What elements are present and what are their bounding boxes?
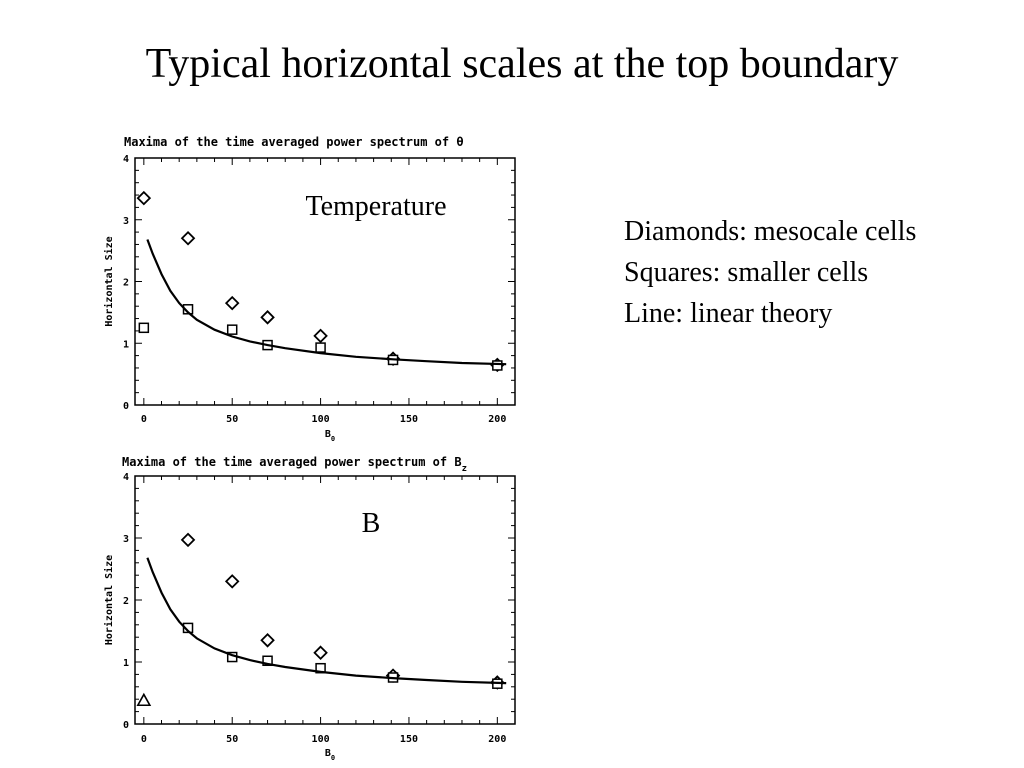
- y-axis-label: Horizontal Size: [104, 236, 115, 327]
- diamond-point: [262, 634, 274, 646]
- x-tick-label: 100: [311, 734, 330, 745]
- y-tick-label: 1: [122, 658, 129, 669]
- legend-line: Line: linear theory: [624, 298, 833, 329]
- x-axis-label-subscript: 0: [330, 435, 336, 443]
- x-tick-label: 100: [311, 414, 330, 425]
- plot-frame: [135, 476, 515, 724]
- x-tick-label: 50: [226, 734, 239, 745]
- x-axis-label: $B_0$: [324, 429, 336, 443]
- x-tick-label: 150: [399, 414, 418, 425]
- x-tick-label: 0: [140, 734, 147, 745]
- y-axis-label: Horizontal Size: [104, 554, 115, 646]
- chart-title: Maxima of the time averaged power spectrum of θ: [124, 135, 464, 149]
- triangle-point: [138, 694, 150, 705]
- chart-annotation: B: [361, 508, 381, 539]
- x-axis-label: $B_0$: [324, 748, 336, 762]
- theory-line: [147, 558, 506, 683]
- x-tick-label: 150: [399, 734, 418, 745]
- chart-annotation: Temperature: [305, 191, 447, 222]
- diamond-point: [182, 534, 194, 546]
- y-tick-label: 3: [122, 534, 129, 545]
- y-tick-label: 2: [122, 596, 129, 607]
- chart-title-subscript: z: [461, 464, 467, 474]
- y-tick-label: 0: [122, 720, 129, 731]
- chart-title: Maxima of the time averaged power spectrum of $B_z$: [122, 455, 467, 474]
- y-tick-label: 0: [122, 401, 129, 412]
- x-tick-label: 0: [140, 414, 147, 425]
- legend-diamonds: Diamonds: mesocale cells: [624, 216, 917, 247]
- x-axis-label-subscript: 0: [330, 754, 336, 762]
- x-tick-label: 200: [488, 734, 507, 745]
- x-tick-label: 200: [488, 414, 507, 425]
- diamond-point: [226, 575, 238, 587]
- slide-title: Typical horizontal scales at the top boundary: [145, 41, 899, 87]
- y-tick-label: 2: [122, 277, 129, 289]
- x-tick-label: 50: [226, 414, 239, 425]
- legend-squares: Squares: smaller cells: [624, 257, 869, 288]
- diamond-point: [315, 647, 327, 659]
- y-tick-label: 4: [122, 154, 129, 165]
- y-tick-label: 3: [122, 215, 129, 227]
- y-tick-label: 1: [122, 339, 129, 351]
- y-tick-label: 4: [122, 472, 129, 483]
